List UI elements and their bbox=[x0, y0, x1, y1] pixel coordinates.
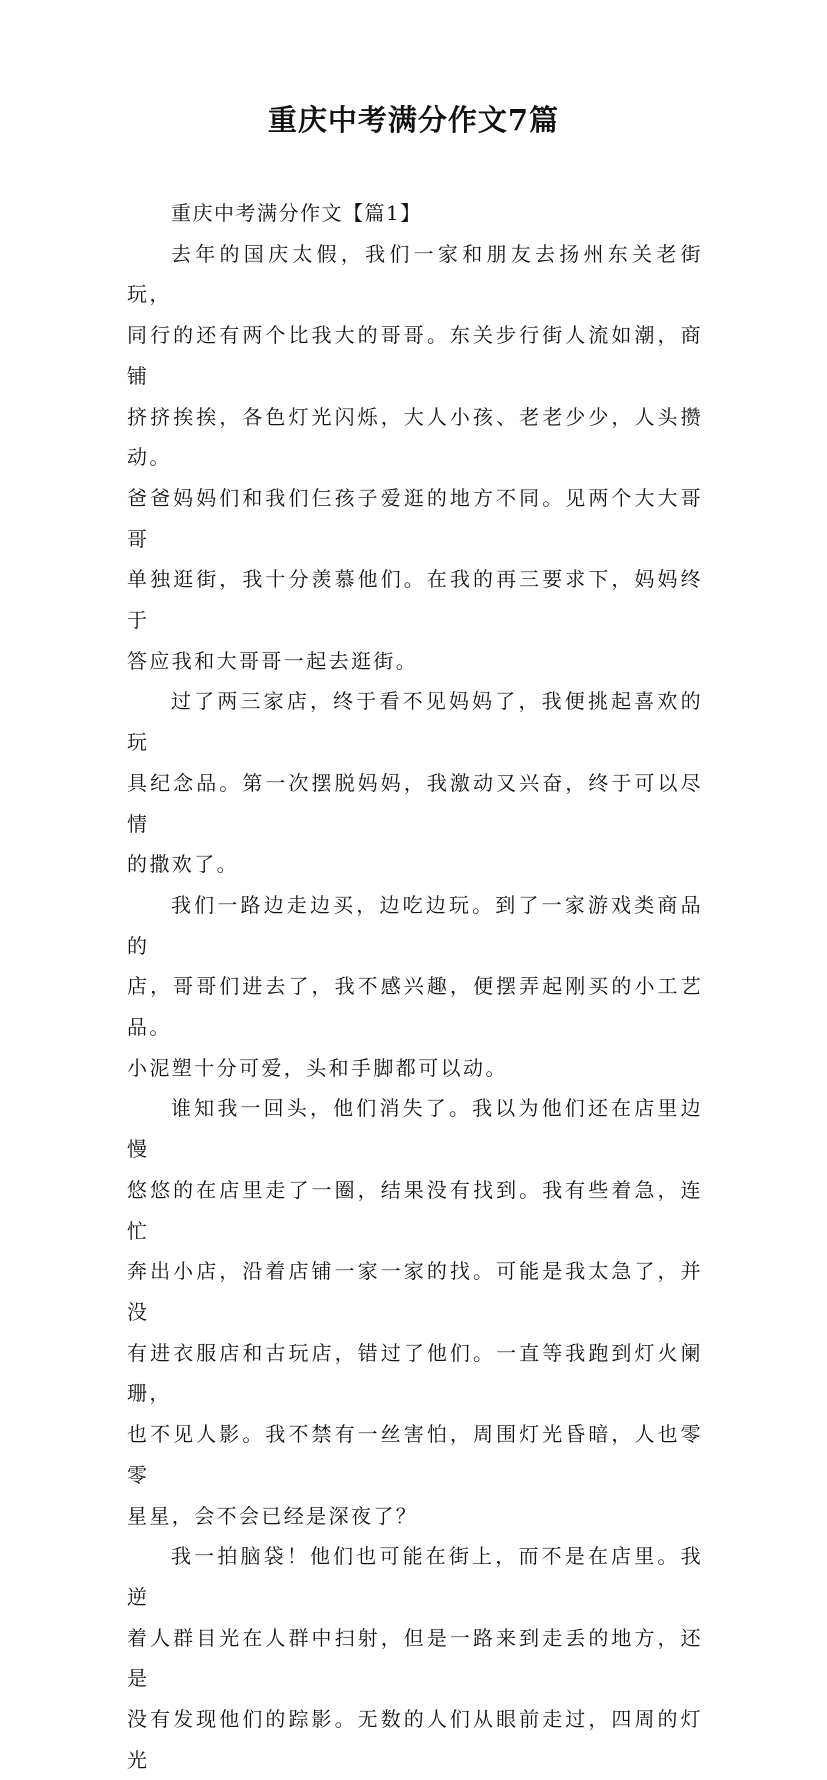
paragraph-5: 我一拍脑袋！他们也可能在街上，而不是在店里。我逆 着人群目光在人群中扫射，但是一路来到走丢的地方，还是 没有发现他们的踪影。无数的人们从眼前走过，四周的灯光 bbox=[127, 1544, 703, 1772]
document-body bbox=[127, 193, 703, 1780]
paragraph-1: 去年的国庆太假，我们一家和朋友去扬州东关老街玩， 同行的还有两个比我大的哥哥。东关步行街人流如潮，商铺 挤挤挨挨，各色灯光闪烁，大人小孩、老老少少，人头攒动。 爸爸妈妈们和我们仨孩子爱逛的地方不同。见两个大大哥哥 单独逛街，我十分羡慕他们。在我的再三要求下，妈妈终于 答应我和大哥哥一起去逛街。 bbox=[127, 241, 703, 673]
document-title: 重庆中考满分作文7篇 bbox=[267, 103, 560, 137]
paragraph-3: 我们一路边走边买，边吃边玩。到了一家游戏类商品的 店，哥哥们进去了，我不感兴趣，便摆弄起刚买的小工艺品。 小泥塑十分可爱，头和手脚都可以动。 bbox=[127, 892, 703, 1080]
section-heading: 重庆中考满分作文【篇1】 bbox=[171, 201, 422, 225]
paragraph-4: 谁知我一回头，他们消失了。我以为他们还在店里边慢 悠悠的在店里走了一圈，结果没有找到。我有些着急，连忙 奔出小店，沿着店铺一家一家的找。可能是我太急了，并没 有进衣服店和古玩店，错过了他们。一直等我跑到灯火阑珊， 也不见人影。我不禁有一丝害怕，周围灯光昏暗，人也零零 星星，会不会已经是深夜了？ bbox=[127, 1096, 703, 1528]
paragraph-2: 过了两三家店，终于看不见妈妈了，我便挑起喜欢的玩 具纪念品。第一次摆脱妈妈，我激动又兴奋，终于可以尽情 的撒欢了。 bbox=[127, 689, 703, 877]
